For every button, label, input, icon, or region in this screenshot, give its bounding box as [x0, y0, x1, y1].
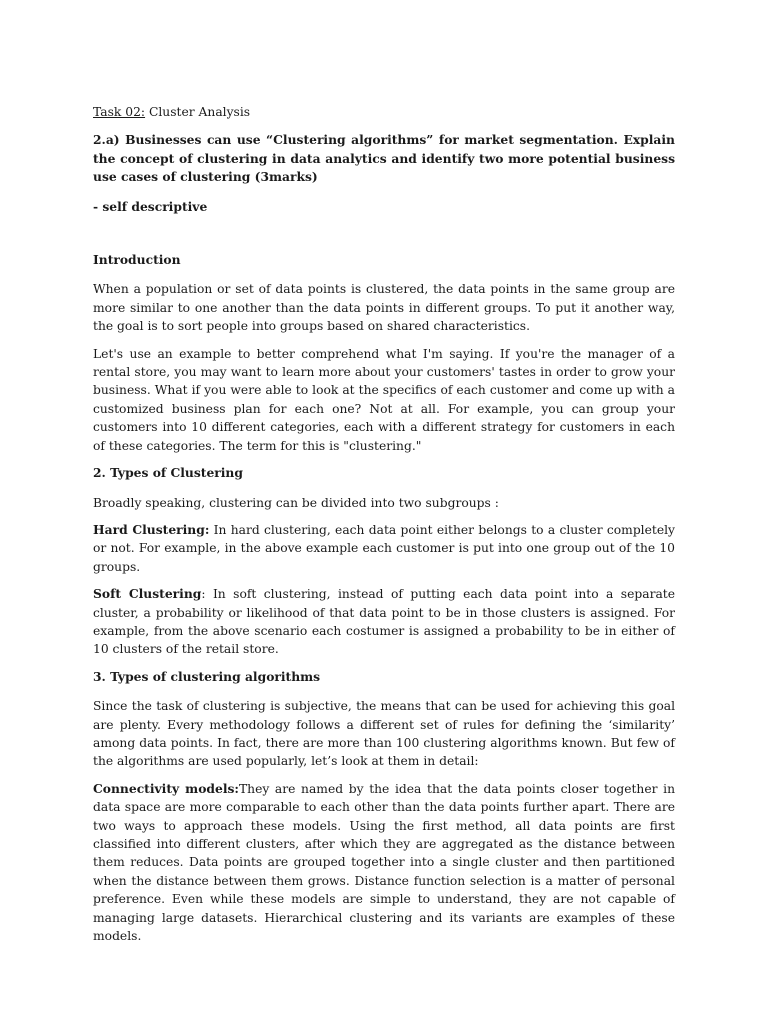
algorithms-paragraph: Since the task of clustering is subjective, the means that can be used for achieving this goal are plenty. Every methodology follows a different set of rules for defining the ‘similarity’ among data points. In fact, there are more than 100 clustering algorithms known. But few of the algorithms are used popularly, let’s look at them in detail:	[93, 699, 675, 769]
connectivity-text: They are named by the idea that the data points closer together in data space are more comparable to each other than the data points further apart. There are two ways to approach these models. Using the first method, all data points are first classified into different clusters, after which they are aggregated as the distance between them reduces. Data points are grouped together into a single cluster and then partitioned when the distance between them grows. Distance function selection is a matter of personal preference. Even while these models are simple to understand, they are not capable of managing large datasets. Hierarchical clustering and its variants are examples of these models.	[93, 781, 675, 944]
soft-clustering-text: : In soft clustering, instead of putting each data point into a separate cluster, a probability or likelihood of that data point to be in those clusters is assigned. For example, from the above scenario each costumer is assigned a probability to be in either of 10 clusters of the retail store.	[93, 587, 675, 657]
intro-heading: Introduction	[93, 252, 181, 268]
algorithms-heading: 3. Types of clustering algorithms	[93, 668, 321, 684]
intro-paragraph-1: When a population or set of data points is clustered, the data points in the same group are more similar to one another than the data points in different groups. To put it another way, the goal is to sort people into groups based on shared characteristics.	[93, 282, 675, 334]
types-intro: Broadly speaking, clustering can be divided into two subgroups :	[93, 495, 499, 510]
soft-clustering-label: Soft Clustering	[93, 586, 202, 602]
intro-paragraph-2: Let's use an example to better comprehend what I'm saying. If you're the manager of a rental store, you may want to learn more about your customers' tastes in order to grow your business. What if you were able to look at the specifics of each customer and come up with a customized business plan for each one? Not at all. For example, you can group your customers into 10 different categories, each with a different strategy for customers in each of these categories. The term for this is "clustering."	[93, 346, 675, 453]
document-body	[93, 103, 675, 954]
task-title	[93, 103, 675, 121]
section-spacer	[93, 216, 675, 251]
task-name: Cluster Analysis	[145, 105, 251, 119]
task-label: Task 02:	[93, 105, 146, 119]
types-heading: 2. Types of Clustering	[93, 465, 243, 481]
hard-clustering-paragraph	[93, 521, 675, 576]
note-text: - self descriptive	[93, 198, 208, 214]
connectivity-label: Connectivity models:	[93, 780, 239, 796]
connectivity-paragraph	[93, 780, 675, 946]
question-text: 2.a) Businesses can use “Clustering algorithms” for market segmentation. Explain the concept of clustering in data analytics and identify two more potential business use cases of clustering (3marks)	[93, 132, 675, 185]
hard-clustering-label: Hard Clustering:	[93, 521, 210, 537]
soft-clustering-paragraph	[93, 585, 675, 659]
hard-clustering-text: In hard clustering, each data point either belongs to a cluster completely or not. For example, in the above example each customer is put into one group out of the 10 groups.	[93, 522, 675, 574]
